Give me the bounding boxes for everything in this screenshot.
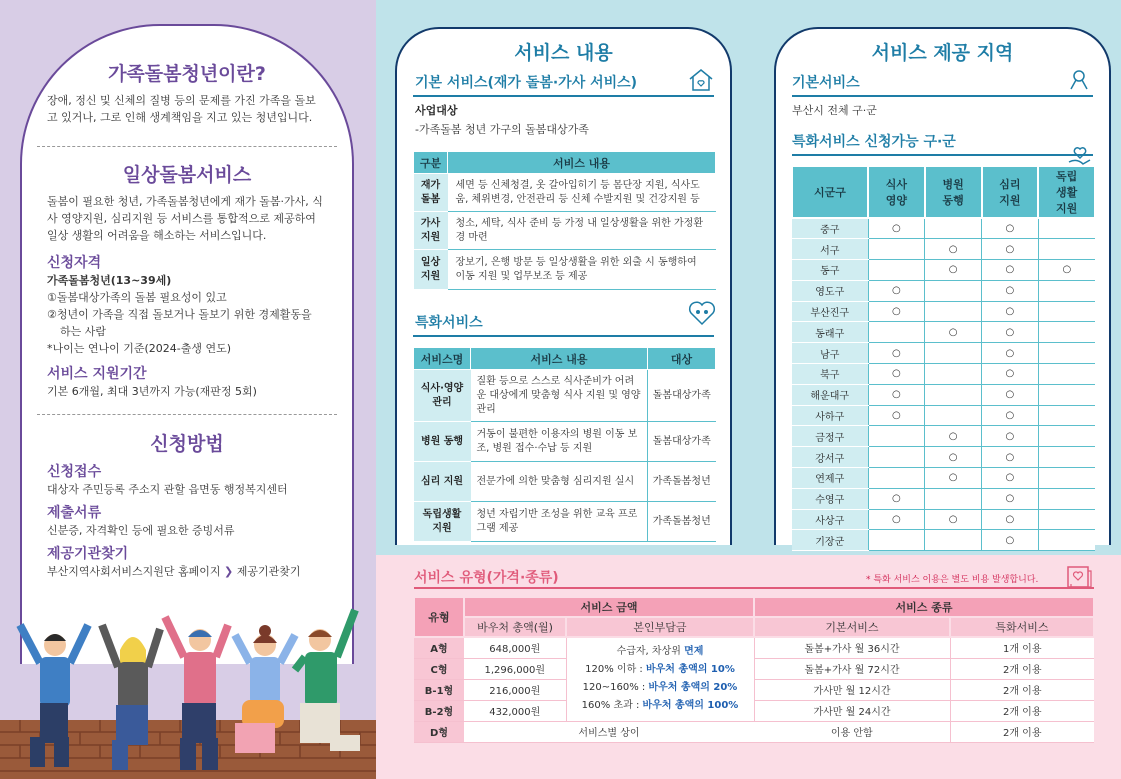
table-row <box>414 502 716 542</box>
table-row <box>414 679 1094 700</box>
availability-cell <box>1038 509 1095 530</box>
availability-cell <box>1038 447 1095 468</box>
ribbon-icon <box>1066 67 1092 93</box>
row-type: B-1형 <box>414 679 464 700</box>
price-table <box>413 596 1095 743</box>
availability-cell <box>982 301 1039 322</box>
available-mark: ○ <box>1005 223 1015 235</box>
family-heart-icon <box>687 299 717 327</box>
region-special-title: 특화서비스 신청가능 구·군 <box>792 134 956 150</box>
region-basic-body: 부산시 전체 구·군 <box>792 104 877 117</box>
left-panel <box>0 0 376 779</box>
region-name: 북구 <box>792 364 868 385</box>
availability-cell <box>982 280 1039 301</box>
price-title: 서비스 유형(가격·종류) <box>414 570 559 586</box>
availability-cell <box>868 488 925 509</box>
row-label: 재가 <box>420 179 441 191</box>
availability-cell <box>868 280 925 301</box>
daily-care-title: 일상돌봄서비스 <box>122 164 252 186</box>
table-row <box>414 212 716 250</box>
availability-cell <box>1038 426 1095 447</box>
apply-method-title: 신청방법 <box>150 433 224 455</box>
availability-cell <box>1038 239 1095 260</box>
availability-cell <box>982 530 1039 551</box>
available-mark: ○ <box>1005 451 1015 463</box>
region-name: 동구 <box>792 260 868 281</box>
available-mark: ○ <box>1005 472 1015 484</box>
availability-cell <box>925 426 982 447</box>
available-mark: ○ <box>1005 410 1015 422</box>
availability-cell <box>982 405 1039 426</box>
row-desc: 청년 자립기반 조성을 위한 교육 프로그램 제공 <box>471 502 648 542</box>
col-header: 식사 영양 <box>868 166 925 218</box>
col-header: 심리 지원 <box>982 166 1039 218</box>
row-basic: 가사만 월 24시간 <box>754 700 950 721</box>
daily-care-body: 돌봄이 필요한 청년, 가족돌봄청년에게 재가 돌봄·가사, 식사 영양지원, 심리지원 등 서비스를 통합적으로 제공하여 일상 생활의 어려움을 해소하는 서비스입니다. <box>47 195 323 242</box>
col-header: 서비스 내용 <box>471 348 648 370</box>
self-pay-label: 160% 초과 : <box>581 700 643 712</box>
table-row <box>414 700 1094 721</box>
row-special: 1개 이용 <box>950 637 1094 658</box>
apply-body: 대상자 주민등록 주소지 관할 읍면동 행정복지센터 <box>47 483 288 496</box>
availability-cell <box>868 530 925 551</box>
availability-cell <box>1038 322 1095 343</box>
availability-cell <box>868 468 925 489</box>
availability-cell <box>982 239 1039 260</box>
heart-hand-icon <box>1066 144 1094 170</box>
divider <box>792 95 1093 97</box>
available-mark: ○ <box>1005 243 1015 255</box>
availability-cell <box>925 260 982 281</box>
availability-cell <box>868 426 925 447</box>
self-pay-label: 120% 이하 : <box>585 664 646 676</box>
col-header: 기본서비스 <box>754 617 950 637</box>
row-special: 2개 이용 <box>950 700 1094 721</box>
divider <box>37 414 337 415</box>
availability-cell <box>868 260 925 281</box>
region-row <box>792 301 1095 322</box>
col-header: 특화서비스 <box>950 617 1094 637</box>
region-name: 사상구 <box>792 509 868 530</box>
divider <box>792 154 1093 156</box>
row-voucher: 432,000원 <box>464 700 566 721</box>
available-mark: ○ <box>892 223 901 235</box>
divider <box>37 146 337 147</box>
region-title: 서비스 제공 지역 <box>871 42 1014 64</box>
row-label: 식사·영양 <box>420 382 464 394</box>
row-type: C형 <box>414 658 464 679</box>
availability-cell <box>868 301 925 322</box>
availability-cell <box>925 343 982 364</box>
col-header: 대상 <box>648 348 716 370</box>
availability-cell <box>1038 364 1095 385</box>
region-name: 영도구 <box>792 280 868 301</box>
available-mark: ○ <box>892 493 901 505</box>
apply-title: 신청접수 <box>47 464 102 480</box>
docs-title: 제출서류 <box>47 505 102 521</box>
col-header: 바우처 총액(월) <box>464 617 566 637</box>
available-mark: ○ <box>892 514 901 526</box>
row-voucher: 1,296,000원 <box>464 658 566 679</box>
region-basic-title: 기본서비스 <box>792 75 860 91</box>
divider <box>414 587 1094 589</box>
basic-service-table <box>413 151 716 290</box>
availability-cell <box>925 405 982 426</box>
region-row <box>792 405 1095 426</box>
region-name: 해운대구 <box>792 384 868 405</box>
available-mark: ○ <box>892 389 901 401</box>
available-mark: ○ <box>1005 285 1015 297</box>
self-pay-label: 120~160% : <box>582 682 649 694</box>
self-pay-value: 바우처 총액의 20% <box>648 682 738 694</box>
divider <box>413 95 714 97</box>
available-mark: ○ <box>892 368 901 380</box>
row-desc: 청소, 세탁, 식사 준비 등 가정 내 일상생활을 위한 가정환경 마련 <box>448 212 716 250</box>
available-mark: ○ <box>948 472 958 484</box>
availability-cell <box>982 447 1039 468</box>
availability-cell <box>925 488 982 509</box>
house-care-icon <box>687 67 715 93</box>
region-row <box>792 260 1095 281</box>
row-special: 2개 이용 <box>950 658 1094 679</box>
availability-cell <box>1038 530 1095 551</box>
col-header: 서비스 금액 <box>464 597 754 617</box>
what-is-body: 장애, 정신 및 신체의 질병 등의 문제를 가진 가족을 돌보고 있거나, 그로 인해 생계책임을 지고 있는 청년입니다. <box>47 94 316 124</box>
availability-cell <box>868 364 925 385</box>
availability-cell <box>868 343 925 364</box>
availability-cell <box>982 468 1039 489</box>
price-note: * 특화 서비스 이용은 별도 비용 발생합니다. <box>866 575 1039 585</box>
region-row <box>792 447 1095 468</box>
self-pay-label: 수급자, 차상위 <box>616 646 685 658</box>
availability-cell <box>982 509 1039 530</box>
availability-cell <box>1038 468 1095 489</box>
col-header: 시군구 <box>792 166 868 218</box>
chevron-right-icon: ❯ <box>224 565 234 578</box>
row-desc: 거동이 불편한 이용자의 병원 이동 보조, 병원 접수·수납 등 지원 <box>471 422 648 462</box>
row-target: 가족돌봄청년 <box>648 502 716 542</box>
availability-cell <box>982 384 1039 405</box>
docs-body: 신분증, 자격확인 등에 필요한 증빙서류 <box>47 524 235 537</box>
region-row <box>792 488 1095 509</box>
table-row <box>414 174 716 212</box>
availability-cell <box>1038 405 1095 426</box>
period-title: 서비스 지원기간 <box>47 366 147 382</box>
left-card <box>20 24 354 664</box>
region-row <box>792 509 1095 530</box>
row-amount: 서비스별 상이 <box>464 721 754 742</box>
col-header: 구분 <box>414 152 448 174</box>
row-label: 관리 <box>432 396 452 408</box>
available-mark: ○ <box>892 410 901 422</box>
row-label: 일상 <box>420 256 441 268</box>
availability-cell <box>925 364 982 385</box>
availability-cell <box>868 509 925 530</box>
col-header: 유형 <box>414 597 464 637</box>
row-type: B-2형 <box>414 700 464 721</box>
row-basic: 돌봄+가사 월 72시간 <box>754 658 950 679</box>
eligibility-sub: 가족돌봄청년(13~39세) <box>47 274 172 287</box>
available-mark: ○ <box>1005 368 1015 380</box>
available-mark: ○ <box>1062 264 1072 276</box>
provider-link[interactable]: 제공기관찾기 <box>236 565 301 578</box>
available-mark: ○ <box>892 285 901 297</box>
region-name: 중구 <box>792 218 868 239</box>
row-special: 2개 이용 <box>950 679 1094 700</box>
row-label: 지원 <box>420 270 441 282</box>
availability-cell <box>982 364 1039 385</box>
row-label: 병원 동행 <box>420 435 464 447</box>
row-voucher: 216,000원 <box>464 679 566 700</box>
availability-cell <box>925 530 982 551</box>
available-mark: ○ <box>1005 389 1015 401</box>
col-header: 독립 생활 지원 <box>1038 166 1095 218</box>
service-content-card <box>395 27 732 545</box>
self-pay-value: 바우처 총액의 100% <box>642 700 739 712</box>
region-name: 동래구 <box>792 322 868 343</box>
availability-cell <box>925 384 982 405</box>
eligibility-2a: ②청년이 가족을 직접 돌보거나 돌보기 위한 경제활동을 <box>47 308 312 321</box>
available-mark: ○ <box>948 430 958 442</box>
self-pay-value: 바우처 총액의 10% <box>645 664 735 676</box>
available-mark: ○ <box>1005 306 1015 318</box>
region-name: 연제구 <box>792 468 868 489</box>
service-content-title: 서비스 내용 <box>514 42 613 64</box>
row-label: 심리 지원 <box>420 475 464 487</box>
available-mark: ○ <box>1005 493 1015 505</box>
available-mark: ○ <box>948 514 958 526</box>
available-mark: ○ <box>948 264 958 276</box>
available-mark: ○ <box>1005 326 1015 338</box>
row-type: D형 <box>414 721 464 742</box>
availability-cell <box>925 239 982 260</box>
col-header: 서비스명 <box>414 348 471 370</box>
row-special: 2개 이용 <box>950 721 1094 742</box>
region-name: 금정구 <box>792 426 868 447</box>
row-desc: 세면 등 신체청결, 옷 갈아입히기 등 몸단장 지원, 식사도움, 체위변경, 안전관리 등 신체 수발지원 및 건강지원 등 <box>448 174 716 212</box>
row-target: 가족돌봄청년 <box>648 462 716 502</box>
col-header: 서비스 내용 <box>448 152 716 174</box>
available-mark: ○ <box>1005 534 1015 546</box>
region-row <box>792 343 1095 364</box>
availability-cell <box>868 322 925 343</box>
table-row <box>414 658 1094 679</box>
col-header: 서비스 종류 <box>754 597 1094 617</box>
availability-cell <box>925 301 982 322</box>
region-name: 서구 <box>792 239 868 260</box>
availability-cell <box>1038 280 1095 301</box>
available-mark: ○ <box>892 347 901 359</box>
availability-cell <box>982 260 1039 281</box>
availability-cell <box>982 488 1039 509</box>
divider <box>413 335 714 337</box>
availability-cell <box>1038 301 1095 322</box>
availability-cell <box>925 218 982 239</box>
row-label: 가사 <box>420 217 441 229</box>
availability-cell <box>1038 218 1095 239</box>
eligibility-1: ①돌봄대상가족의 돌봄 필요성이 있고 <box>47 291 227 304</box>
region-name: 기장군 <box>792 530 868 551</box>
self-pay-value: 면제 <box>684 646 704 658</box>
region-row <box>792 364 1095 385</box>
available-mark: ○ <box>1005 347 1015 359</box>
special-service-table <box>413 347 716 542</box>
col-header: 병원 동행 <box>925 166 982 218</box>
table-row <box>414 721 1094 742</box>
target-body: -가족돌봄 청년 가구의 돌봄대상가족 <box>415 123 589 136</box>
region-row <box>792 384 1095 405</box>
target-label: 사업대상 <box>415 104 458 117</box>
availability-cell <box>925 280 982 301</box>
eligibility-title: 신청자격 <box>47 255 102 271</box>
table-row <box>414 462 716 502</box>
availability-cell <box>982 218 1039 239</box>
row-desc: 장보기, 은행 방문 등 일상생활을 위한 외출 시 동행하여 이동 지원 및 업무보조 등 제공 <box>448 250 716 290</box>
table-row <box>414 422 716 462</box>
region-card <box>774 27 1111 548</box>
row-label: 돌봄 <box>420 193 441 205</box>
row-basic: 이용 안함 <box>754 721 950 742</box>
basic-service-title: 기본 서비스(재가 돌봄·가사 서비스) <box>415 75 638 91</box>
region-name: 강서구 <box>792 447 868 468</box>
region-row <box>792 218 1095 239</box>
table-row <box>414 250 716 290</box>
availability-cell <box>868 239 925 260</box>
available-mark: ○ <box>1005 514 1015 526</box>
availability-cell <box>1038 488 1095 509</box>
availability-cell <box>1038 260 1095 281</box>
row-desc: 전문가에 의한 맞춤형 심리지원 실시 <box>471 462 648 502</box>
col-header: 본인부담금 <box>566 617 754 637</box>
region-name: 남구 <box>792 343 868 364</box>
region-row <box>792 468 1095 489</box>
row-basic: 가사만 월 12시간 <box>754 679 950 700</box>
availability-cell <box>982 426 1039 447</box>
period-body: 기본 6개월, 최대 3년까지 가능(재판정 5회) <box>47 385 257 398</box>
row-label: 지원 <box>420 231 441 243</box>
eligibility-2b: 하는 사람 <box>60 325 107 338</box>
availability-cell <box>868 447 925 468</box>
price-panel <box>376 555 1121 779</box>
available-mark: ○ <box>1005 264 1015 276</box>
row-label: 독립생활 <box>422 508 462 520</box>
self-pay-cell <box>566 637 754 721</box>
row-basic: 돌봄+가사 월 36시간 <box>754 637 950 658</box>
available-mark: ○ <box>1005 430 1015 442</box>
availability-cell <box>925 322 982 343</box>
row-desc: 질환 등으로 스스로 식사준비가 어려운 대상에게 맞춤형 식사 지원 및 영양관리 <box>471 370 648 422</box>
row-type: A형 <box>414 637 464 658</box>
available-mark: ○ <box>892 306 901 318</box>
availability-cell <box>868 218 925 239</box>
availability-cell <box>868 405 925 426</box>
availability-cell <box>925 447 982 468</box>
region-name: 부산진구 <box>792 301 868 322</box>
region-row <box>792 530 1095 551</box>
availability-cell <box>868 384 925 405</box>
row-target: 돌봄대상가족 <box>648 370 716 422</box>
available-mark: ○ <box>948 243 958 255</box>
availability-cell <box>982 343 1039 364</box>
row-voucher: 648,000원 <box>464 637 566 658</box>
row-target: 돌봄대상가족 <box>648 422 716 462</box>
find-provider-path <box>22 563 352 580</box>
site-link[interactable]: 부산지역사회서비스지원단 홈페이지 <box>47 565 221 578</box>
region-row <box>792 322 1095 343</box>
availability-cell <box>925 468 982 489</box>
row-label: 지원 <box>432 522 452 534</box>
what-is-title: 가족돌봄청년이란? <box>108 63 266 85</box>
eligibility-note: *나이는 연나이 기준(2024-출생 연도) <box>47 342 232 355</box>
availability-cell <box>982 322 1039 343</box>
find-provider-title: 제공기관찾기 <box>47 546 129 562</box>
table-row <box>414 370 716 422</box>
cheering-people-illustration <box>0 595 376 779</box>
availability-cell <box>925 509 982 530</box>
region-name: 사하구 <box>792 405 868 426</box>
availability-cell <box>1038 384 1095 405</box>
region-name: 수영구 <box>792 488 868 509</box>
available-mark: ○ <box>948 451 958 463</box>
region-table <box>791 165 1096 551</box>
availability-cell <box>1038 343 1095 364</box>
table-row <box>414 637 1094 658</box>
available-mark: ○ <box>948 326 958 338</box>
region-row <box>792 239 1095 260</box>
region-row <box>792 280 1095 301</box>
region-row <box>792 426 1095 447</box>
special-service-title: 특화서비스 <box>415 315 483 331</box>
